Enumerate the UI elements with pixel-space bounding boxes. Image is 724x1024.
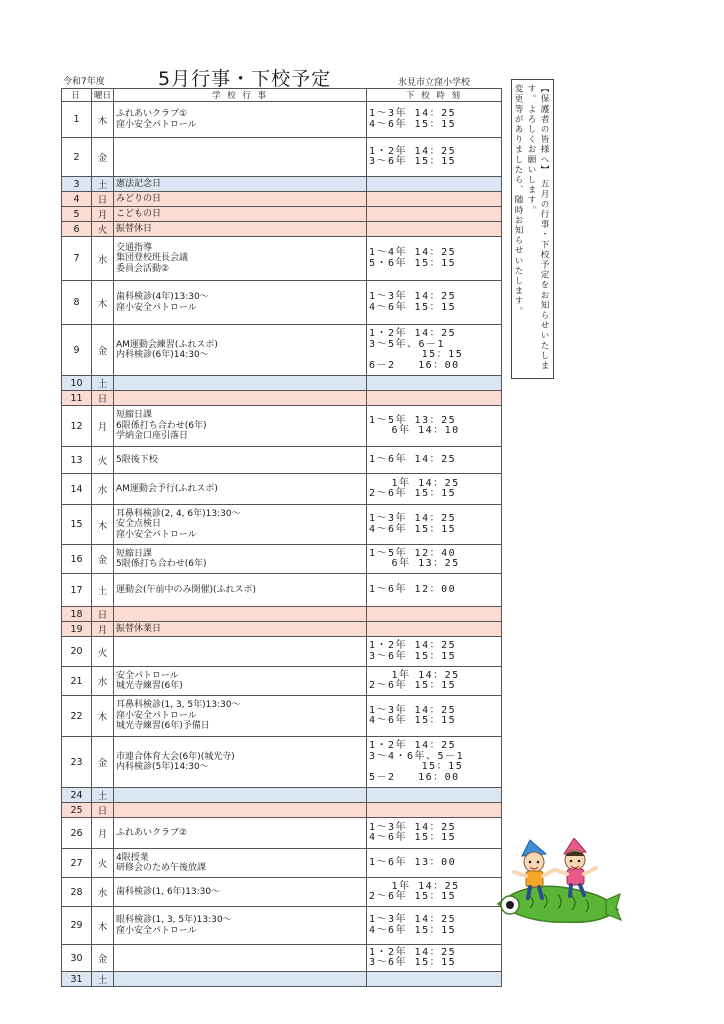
event-line: 内科検診(6年)14:30～ <box>116 350 209 360</box>
events-cell <box>114 545 367 574</box>
time-line: 3～4・6年、5－1 <box>369 750 465 762</box>
day-cell: 28 <box>62 878 92 907</box>
dismissal-time-cell <box>367 102 502 138</box>
events-cell <box>114 376 367 391</box>
event-line: 歯科検診(4年)13:30～ <box>116 292 209 302</box>
events-cell <box>114 622 367 637</box>
event-line: こどもの日 <box>116 208 162 219</box>
dismissal-time-cell <box>367 237 502 281</box>
time-line: 4～6年 15：15 <box>369 523 457 535</box>
weekday-cell: 月 <box>92 622 114 637</box>
fiscal-year-label: 令和7年度 <box>63 77 105 87</box>
event-line: 集団登校班長会議 <box>116 253 189 264</box>
event-line: 安全パトロール <box>116 670 179 681</box>
events-cell <box>114 737 367 788</box>
events-cell <box>114 696 367 737</box>
weekday-cell: 月 <box>92 207 114 222</box>
events-cell <box>114 474 367 505</box>
table-row <box>62 376 502 391</box>
weekday-cell: 木 <box>92 907 114 945</box>
dismissal-time-cell <box>367 907 502 945</box>
table-row <box>62 391 502 406</box>
event-line: 委員会活動② <box>116 263 170 274</box>
table-row <box>62 667 502 696</box>
weekday-cell: 金 <box>92 737 114 788</box>
dismissal-time-cell <box>367 545 502 574</box>
dismissal-time-cell <box>367 803 502 818</box>
column-header-events: 学 校 行 事 <box>114 89 367 102</box>
weekday-cell: 土 <box>92 376 114 391</box>
weekday-cell: 土 <box>92 972 114 987</box>
parent-notice-box <box>511 79 554 379</box>
dismissal-time-cell <box>367 849 502 878</box>
table-row <box>62 102 502 138</box>
table-header-row <box>62 89 502 102</box>
weekday-cell: 火 <box>92 222 114 237</box>
day-cell: 12 <box>62 406 92 447</box>
event-line: 短縮日課 <box>116 410 153 421</box>
event-line: AM運動会練習(ふれスポ) <box>116 339 218 350</box>
column-header-day: 日 <box>62 89 92 102</box>
events-cell <box>114 391 367 406</box>
time-line: 1・2年 14：25 <box>369 328 457 339</box>
table-row <box>62 737 502 788</box>
time-line: 4～6年 15：15 <box>369 118 457 130</box>
day-cell: 24 <box>62 788 92 803</box>
event-line: AM運動会予行(ふれスポ) <box>116 483 218 494</box>
events-cell <box>114 818 367 849</box>
time-line: 1年 14：25 <box>369 477 460 489</box>
table-row <box>62 505 502 545</box>
dismissal-time-cell <box>367 637 502 667</box>
dismissal-time-cell <box>367 376 502 391</box>
dismissal-time-cell <box>367 406 502 447</box>
time-line: 2～6年 15：15 <box>369 488 457 499</box>
table-row <box>62 138 502 177</box>
weekday-cell: 日 <box>92 607 114 622</box>
table-row <box>62 607 502 622</box>
page-title: 5月行事・下校予定 <box>158 68 332 90</box>
dismissal-time-cell <box>367 945 502 972</box>
dismissal-time-cell <box>367 622 502 637</box>
day-cell: 9 <box>62 325 92 376</box>
day-cell: 3 <box>62 177 92 192</box>
dismissal-time-cell <box>367 325 502 376</box>
time-line: 15：15 <box>369 349 464 360</box>
day-cell: 2 <box>62 138 92 177</box>
time-line: 1・2年 14：25 <box>369 946 457 958</box>
weekday-cell: 木 <box>92 281 114 325</box>
koinobori-children-illustration <box>488 838 622 934</box>
time-line: 2～6年 15：15 <box>369 680 457 691</box>
day-cell: 22 <box>62 696 92 737</box>
time-line: 1～5年 13：25 <box>369 414 457 426</box>
table-row <box>62 972 502 987</box>
events-cell <box>114 177 367 192</box>
events-cell <box>114 138 367 177</box>
day-cell: 6 <box>62 222 92 237</box>
dismissal-time-cell <box>367 192 502 207</box>
events-cell <box>114 207 367 222</box>
time-line: 3～6年 15：15 <box>369 957 457 968</box>
table-row <box>62 818 502 849</box>
weekday-cell: 土 <box>92 574 114 607</box>
table-row <box>62 406 502 447</box>
time-line: 4～6年 15：15 <box>369 715 457 726</box>
events-cell <box>114 878 367 907</box>
weekday-cell: 水 <box>92 667 114 696</box>
event-line: 窪小安全パトロール <box>116 302 197 313</box>
event-line: 短縮日課 <box>116 548 153 559</box>
events-cell <box>114 803 367 818</box>
events-cell <box>114 667 367 696</box>
notice-title: 【保護者の皆様へ】 <box>539 84 549 175</box>
time-line: 1・2年 14：25 <box>369 740 457 751</box>
table-row <box>62 637 502 667</box>
event-line: 憲法記念日 <box>116 178 162 189</box>
day-cell: 16 <box>62 545 92 574</box>
event-line: 眼科検診(1, 3, 5年)13:30～ <box>116 915 232 925</box>
weekday-cell: 火 <box>92 637 114 667</box>
event-line: 振替休日 <box>116 223 153 234</box>
dismissal-time-cell <box>367 447 502 474</box>
day-cell: 30 <box>62 945 92 972</box>
events-cell <box>114 281 367 325</box>
dismissal-time-cell <box>367 574 502 607</box>
notice-line-2: 変更等がありましたら、随時お知らせいたします。 <box>513 84 523 317</box>
event-line: 研修会のため午後放課 <box>116 863 207 873</box>
day-cell: 23 <box>62 737 92 788</box>
events-cell <box>114 325 367 376</box>
weekday-cell: 月 <box>92 406 114 447</box>
event-line: 運動会(午前中のみ開催)(ふれスポ) <box>116 584 257 595</box>
table-row <box>62 325 502 376</box>
day-cell: 4 <box>62 192 92 207</box>
day-cell: 1 <box>62 102 92 138</box>
dismissal-time-cell <box>367 818 502 849</box>
dismissal-time-cell <box>367 667 502 696</box>
school-name: 氷見市立窪小学校 <box>398 78 471 88</box>
dismissal-time-cell <box>367 737 502 788</box>
column-header-time: 下 校 時 刻 <box>367 89 502 102</box>
table-row <box>62 622 502 637</box>
day-cell: 8 <box>62 281 92 325</box>
dismissal-time-cell <box>367 138 502 177</box>
weekday-cell: 月 <box>92 818 114 849</box>
event-line: 窪小安全パトロール <box>116 529 197 540</box>
day-cell: 11 <box>62 391 92 406</box>
table-row <box>62 192 502 207</box>
dismissal-time-cell <box>367 222 502 237</box>
weekday-cell: 日 <box>92 803 114 818</box>
event-line: 6限係打ち合わせ(6年) <box>116 420 207 431</box>
weekday-cell: 水 <box>92 474 114 505</box>
event-line: ふれあいクラブ② <box>116 827 188 838</box>
column-header-weekday: 曜日 <box>92 89 114 102</box>
day-cell: 14 <box>62 474 92 505</box>
time-line: 1～6年 13：00 <box>369 856 457 868</box>
events-cell <box>114 945 367 972</box>
table-row <box>62 281 502 325</box>
dismissal-time-cell <box>367 207 502 222</box>
table-row <box>62 447 502 474</box>
time-line: 1～3年 14：25 <box>369 513 457 524</box>
day-cell: 10 <box>62 376 92 391</box>
table-row <box>62 788 502 803</box>
time-line: 1～3年 14：25 <box>369 108 457 119</box>
events-cell <box>114 788 367 803</box>
event-line: 安全点検日 <box>116 519 162 530</box>
weekday-cell: 金 <box>92 325 114 376</box>
day-cell: 18 <box>62 607 92 622</box>
events-cell <box>114 102 367 138</box>
table-row <box>62 907 502 945</box>
events-cell <box>114 505 367 545</box>
event-line: 市連合体育大会(6年)(城光寺) <box>116 751 235 762</box>
time-line: 4～6年 15：15 <box>369 832 457 843</box>
events-cell <box>114 972 367 987</box>
events-cell <box>114 574 367 607</box>
event-line: 窪小安全パトロール <box>116 710 197 721</box>
day-cell: 19 <box>62 622 92 637</box>
weekday-cell: 日 <box>92 391 114 406</box>
table-row <box>62 474 502 505</box>
day-cell: 21 <box>62 667 92 696</box>
time-line: 5・6年 15：15 <box>369 257 457 269</box>
day-cell: 26 <box>62 818 92 849</box>
weekday-cell: 金 <box>92 545 114 574</box>
time-line: 1～6年 12：00 <box>369 583 457 595</box>
event-line: ふれあいクラブ① <box>116 109 188 119</box>
day-cell: 5 <box>62 207 92 222</box>
table-row <box>62 696 502 737</box>
table-row <box>62 545 502 574</box>
weekday-cell: 日 <box>92 192 114 207</box>
time-line: 1・2年 14：25 <box>369 640 457 651</box>
weekday-cell: 火 <box>92 849 114 878</box>
dismissal-time-cell <box>367 607 502 622</box>
time-line: 1～4年 14：25 <box>369 247 457 258</box>
weekday-cell: 水 <box>92 878 114 907</box>
time-line: 4～6年 15：15 <box>369 924 457 936</box>
time-line: 1年 14：25 <box>369 880 460 892</box>
event-line: 4限授業 <box>116 852 149 863</box>
table-row <box>62 574 502 607</box>
time-line: 6－2 16：00 <box>369 359 460 371</box>
table-row <box>62 237 502 281</box>
table-row <box>62 945 502 972</box>
event-line: 学納金口座引落日 <box>116 431 189 442</box>
day-cell: 25 <box>62 803 92 818</box>
time-line: 6年 13：25 <box>369 558 460 569</box>
day-cell: 13 <box>62 447 92 474</box>
event-line: 窪小安全パトロール <box>116 925 197 936</box>
weekday-cell: 土 <box>92 788 114 803</box>
dismissal-time-cell <box>367 878 502 907</box>
dismissal-time-cell <box>367 505 502 545</box>
weekday-cell: 火 <box>92 447 114 474</box>
weekday-cell: 金 <box>92 138 114 177</box>
time-line: 3～6年 15：15 <box>369 156 457 167</box>
time-line: 3～6年 15：15 <box>369 650 457 662</box>
weekday-cell: 木 <box>92 505 114 545</box>
event-line: 5限係打ち合わせ(6年) <box>116 559 207 569</box>
weekday-cell: 水 <box>92 237 114 281</box>
table-row <box>62 803 502 818</box>
dismissal-time-cell <box>367 474 502 505</box>
event-line: 内科検診(5年)14:30～ <box>116 762 209 772</box>
time-line: 1～6年 14：25 <box>369 453 457 465</box>
notice-line-1: 五月の行事・下校予定をお知らせいたします。よろしくお願いします。 <box>526 84 549 372</box>
time-line: 5－2 16：00 <box>369 771 460 783</box>
events-cell <box>114 849 367 878</box>
table-row <box>62 177 502 192</box>
time-line: 1～3年 14：25 <box>369 291 457 302</box>
weekday-cell: 木 <box>92 696 114 737</box>
event-line: 窪小安全パトロール <box>116 119 197 130</box>
event-line: 歯科検診(1, 6年)13:30～ <box>116 886 221 897</box>
events-cell <box>114 406 367 447</box>
time-line: 1～5年 12：40 <box>369 547 457 559</box>
time-line: 1～3年 14：25 <box>369 914 457 925</box>
day-cell: 27 <box>62 849 92 878</box>
time-line: 1年 14：25 <box>369 669 460 681</box>
weekday-cell: 金 <box>92 945 114 972</box>
event-line: 振替休業日 <box>116 623 162 634</box>
events-cell <box>114 907 367 945</box>
events-cell <box>114 447 367 474</box>
dismissal-time-cell <box>367 696 502 737</box>
time-line: 1～3年 14：25 <box>369 821 457 833</box>
time-line: 1・2年 14：25 <box>369 145 457 157</box>
events-cell <box>114 237 367 281</box>
event-line: 耳鼻科検診(2, 4, 6年)13:30～ <box>116 508 241 519</box>
event-line: みどりの日 <box>116 193 162 204</box>
dismissal-time-cell <box>367 391 502 406</box>
table-row <box>62 849 502 878</box>
event-line: 5限後下校 <box>116 454 158 465</box>
schedule-table <box>61 88 502 987</box>
event-line: 城光寺練習(6年)予備日 <box>116 721 210 732</box>
event-line: 耳鼻科検診(1, 3, 5年)13:30～ <box>116 700 241 711</box>
table-row <box>62 222 502 237</box>
day-cell: 15 <box>62 505 92 545</box>
day-cell: 31 <box>62 972 92 987</box>
event-line: 交通指導 <box>116 242 153 253</box>
events-cell <box>114 607 367 622</box>
time-line: 15：15 <box>369 761 464 772</box>
dismissal-time-cell <box>367 788 502 803</box>
dismissal-time-cell <box>367 177 502 192</box>
time-line: 6年 14：10 <box>369 425 460 436</box>
events-cell <box>114 222 367 237</box>
event-line: 城光寺練習(6年) <box>116 681 183 691</box>
events-cell <box>114 192 367 207</box>
day-cell: 17 <box>62 574 92 607</box>
time-line: 3～5年、6－1 <box>369 338 446 350</box>
day-cell: 20 <box>62 637 92 667</box>
table-row <box>62 878 502 907</box>
time-line: 4～6年 15：15 <box>369 301 457 313</box>
day-cell: 29 <box>62 907 92 945</box>
time-line: 2～6年 15：15 <box>369 891 457 902</box>
weekday-cell: 土 <box>92 177 114 192</box>
time-line: 1～3年 14：25 <box>369 704 457 716</box>
table-row <box>62 207 502 222</box>
weekday-cell: 木 <box>92 102 114 138</box>
dismissal-time-cell <box>367 972 502 987</box>
events-cell <box>114 637 367 667</box>
day-cell: 7 <box>62 237 92 281</box>
dismissal-time-cell <box>367 281 502 325</box>
